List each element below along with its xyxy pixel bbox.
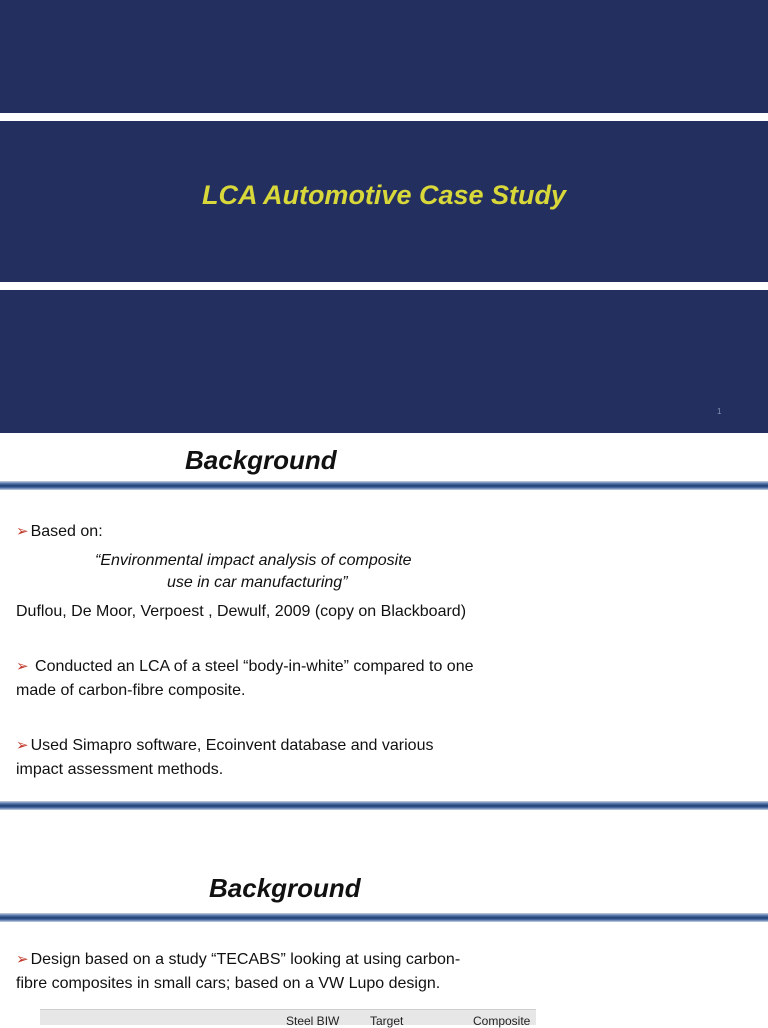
quote-line-1: “Environmental impact analysis of composite <box>95 552 412 569</box>
bullet-simapro: ➢ Used Simapro software, Ecoinvent database and various <box>16 737 434 754</box>
bottom-divider-stripe <box>0 282 768 290</box>
background-heading: Background <box>185 445 337 475</box>
bullet-lca-steel-cont: made of carbon-fibre composite. <box>16 682 246 699</box>
arrow-bullet-icon: ➢ <box>16 523 29 540</box>
heading-rule <box>0 481 768 490</box>
table-header-composite: Composite <box>473 1014 531 1028</box>
title-slide <box>0 0 768 433</box>
bullet-simapro-cont: impact assessment methods. <box>16 761 224 778</box>
arrow-bullet-icon: ➢ <box>16 737 29 754</box>
slide-number: 1 <box>717 407 722 416</box>
arrow-bullet-icon: ➢ <box>16 951 29 968</box>
citation: Duflou, De Moor, Verpoest , Dewulf, 2009 (copy on Blackboard) <box>16 603 467 620</box>
slide-title: LCA Automotive Case Study <box>201 180 567 210</box>
comparison-table-header <box>40 1009 536 1028</box>
bullet-lca-steel: ➢ Conducted an LCA of a steel “body-in-white” compared to one <box>16 658 474 675</box>
top-divider-stripe <box>0 113 768 121</box>
bullet-tecabs: ➢ Design based on a study “TECABS” looking at using carbon- <box>16 951 461 968</box>
table-header-steel-biw: Steel BIW <box>286 1014 340 1028</box>
bullet-tecabs-cont: fibre composites in small cars; based on a VW Lupo design. <box>16 975 441 992</box>
arrow-bullet-icon: ➢ <box>16 658 29 675</box>
bullet-based-on: ➢ Based on: <box>16 523 103 540</box>
slide-bottom-rule <box>0 801 768 810</box>
heading-rule-2 <box>0 913 768 922</box>
table-header-target: Target <box>370 1014 404 1028</box>
background-heading-2: Background <box>209 873 361 903</box>
quote-line-2: use in car manufacturing” <box>167 574 348 591</box>
